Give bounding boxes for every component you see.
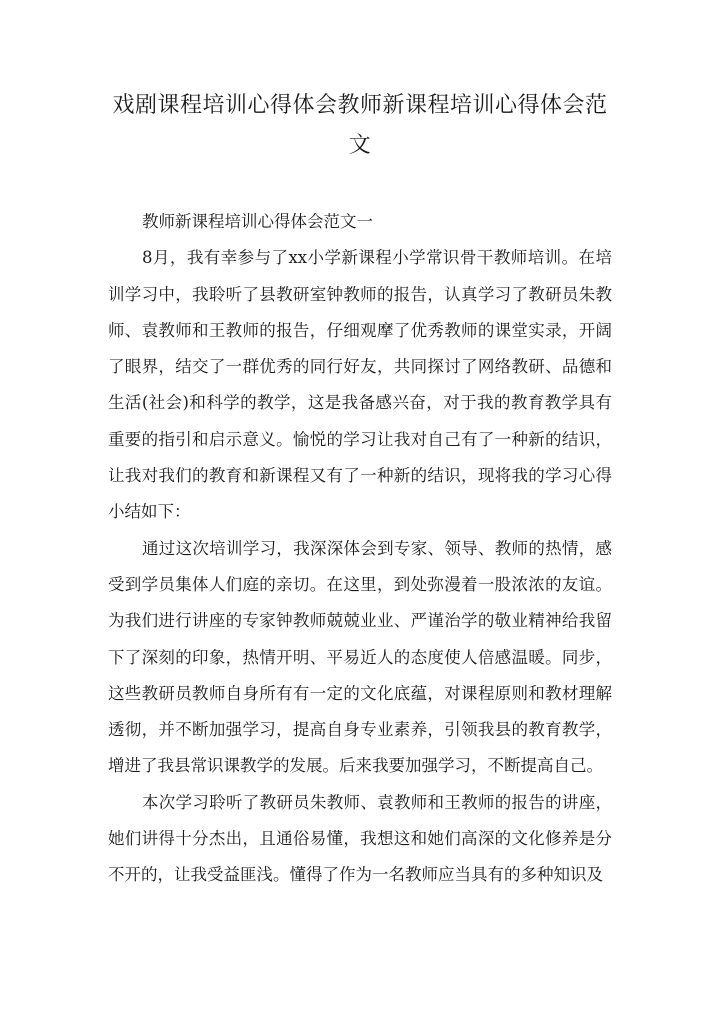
section-subtitle: 教师新课程培训心得体会范文一 <box>142 212 373 231</box>
document-title: 戏剧课程培训心得体会教师新课程培训心得体会范文 <box>112 93 608 158</box>
paragraph-1: 8月，我有幸参与了xx小学新课程小学常识骨干教师培训。在培训学习中，我聆听了县教研室钟教师的报告，认真学习了教研员朱教师、袁教师和王教师的报告，仔细观摩了优秀教师的课堂实录，开阔了眼界，结交了一群优秀的同行好友，共同探讨了网络教研、品德和生活(社会)和科学的教学，这是我备感兴奋，对于我的教育教学具有重要的指引和启示意义。愉悦的学习让我对自己有了一种新的结识，让我对我们的教育和新课程又有了一种新的结识，现将我的学习心得小结如下： <box>108 248 612 522</box>
paragraph-2: 通过这次培训学习，我深深体会到专家、领导、教师的热情，感受到学员集体人们庭的亲切。在这里，到处弥漫着一股浓浓的友谊。为我们进行讲座的专家钟教师兢兢业业、严谨治学的敬业精神给我留下了深刻的印象，热情开明、平易近人的态度使人倍感温暖。同步，这些教研员教师自身所有有一定的文化底蕴，对课程原则和教材理解透彻，并不断加强学习，提高自身专业素养，引领我县的教育教学，增进了我县常识课教学的发展。后来我要加强学习，不断提高自己。 <box>108 538 612 776</box>
paragraph-3: 本次学习聆听了教研员朱教师、袁教师和王教师的报告的讲座，她们讲得十分杰出，且通俗易懂，我想这和她们高深的文化修养是分不开的，让我受益匪浅。懂得了作为一名教师应当具有的多种知识及 <box>108 792 612 885</box>
document-body <box>108 204 612 894</box>
